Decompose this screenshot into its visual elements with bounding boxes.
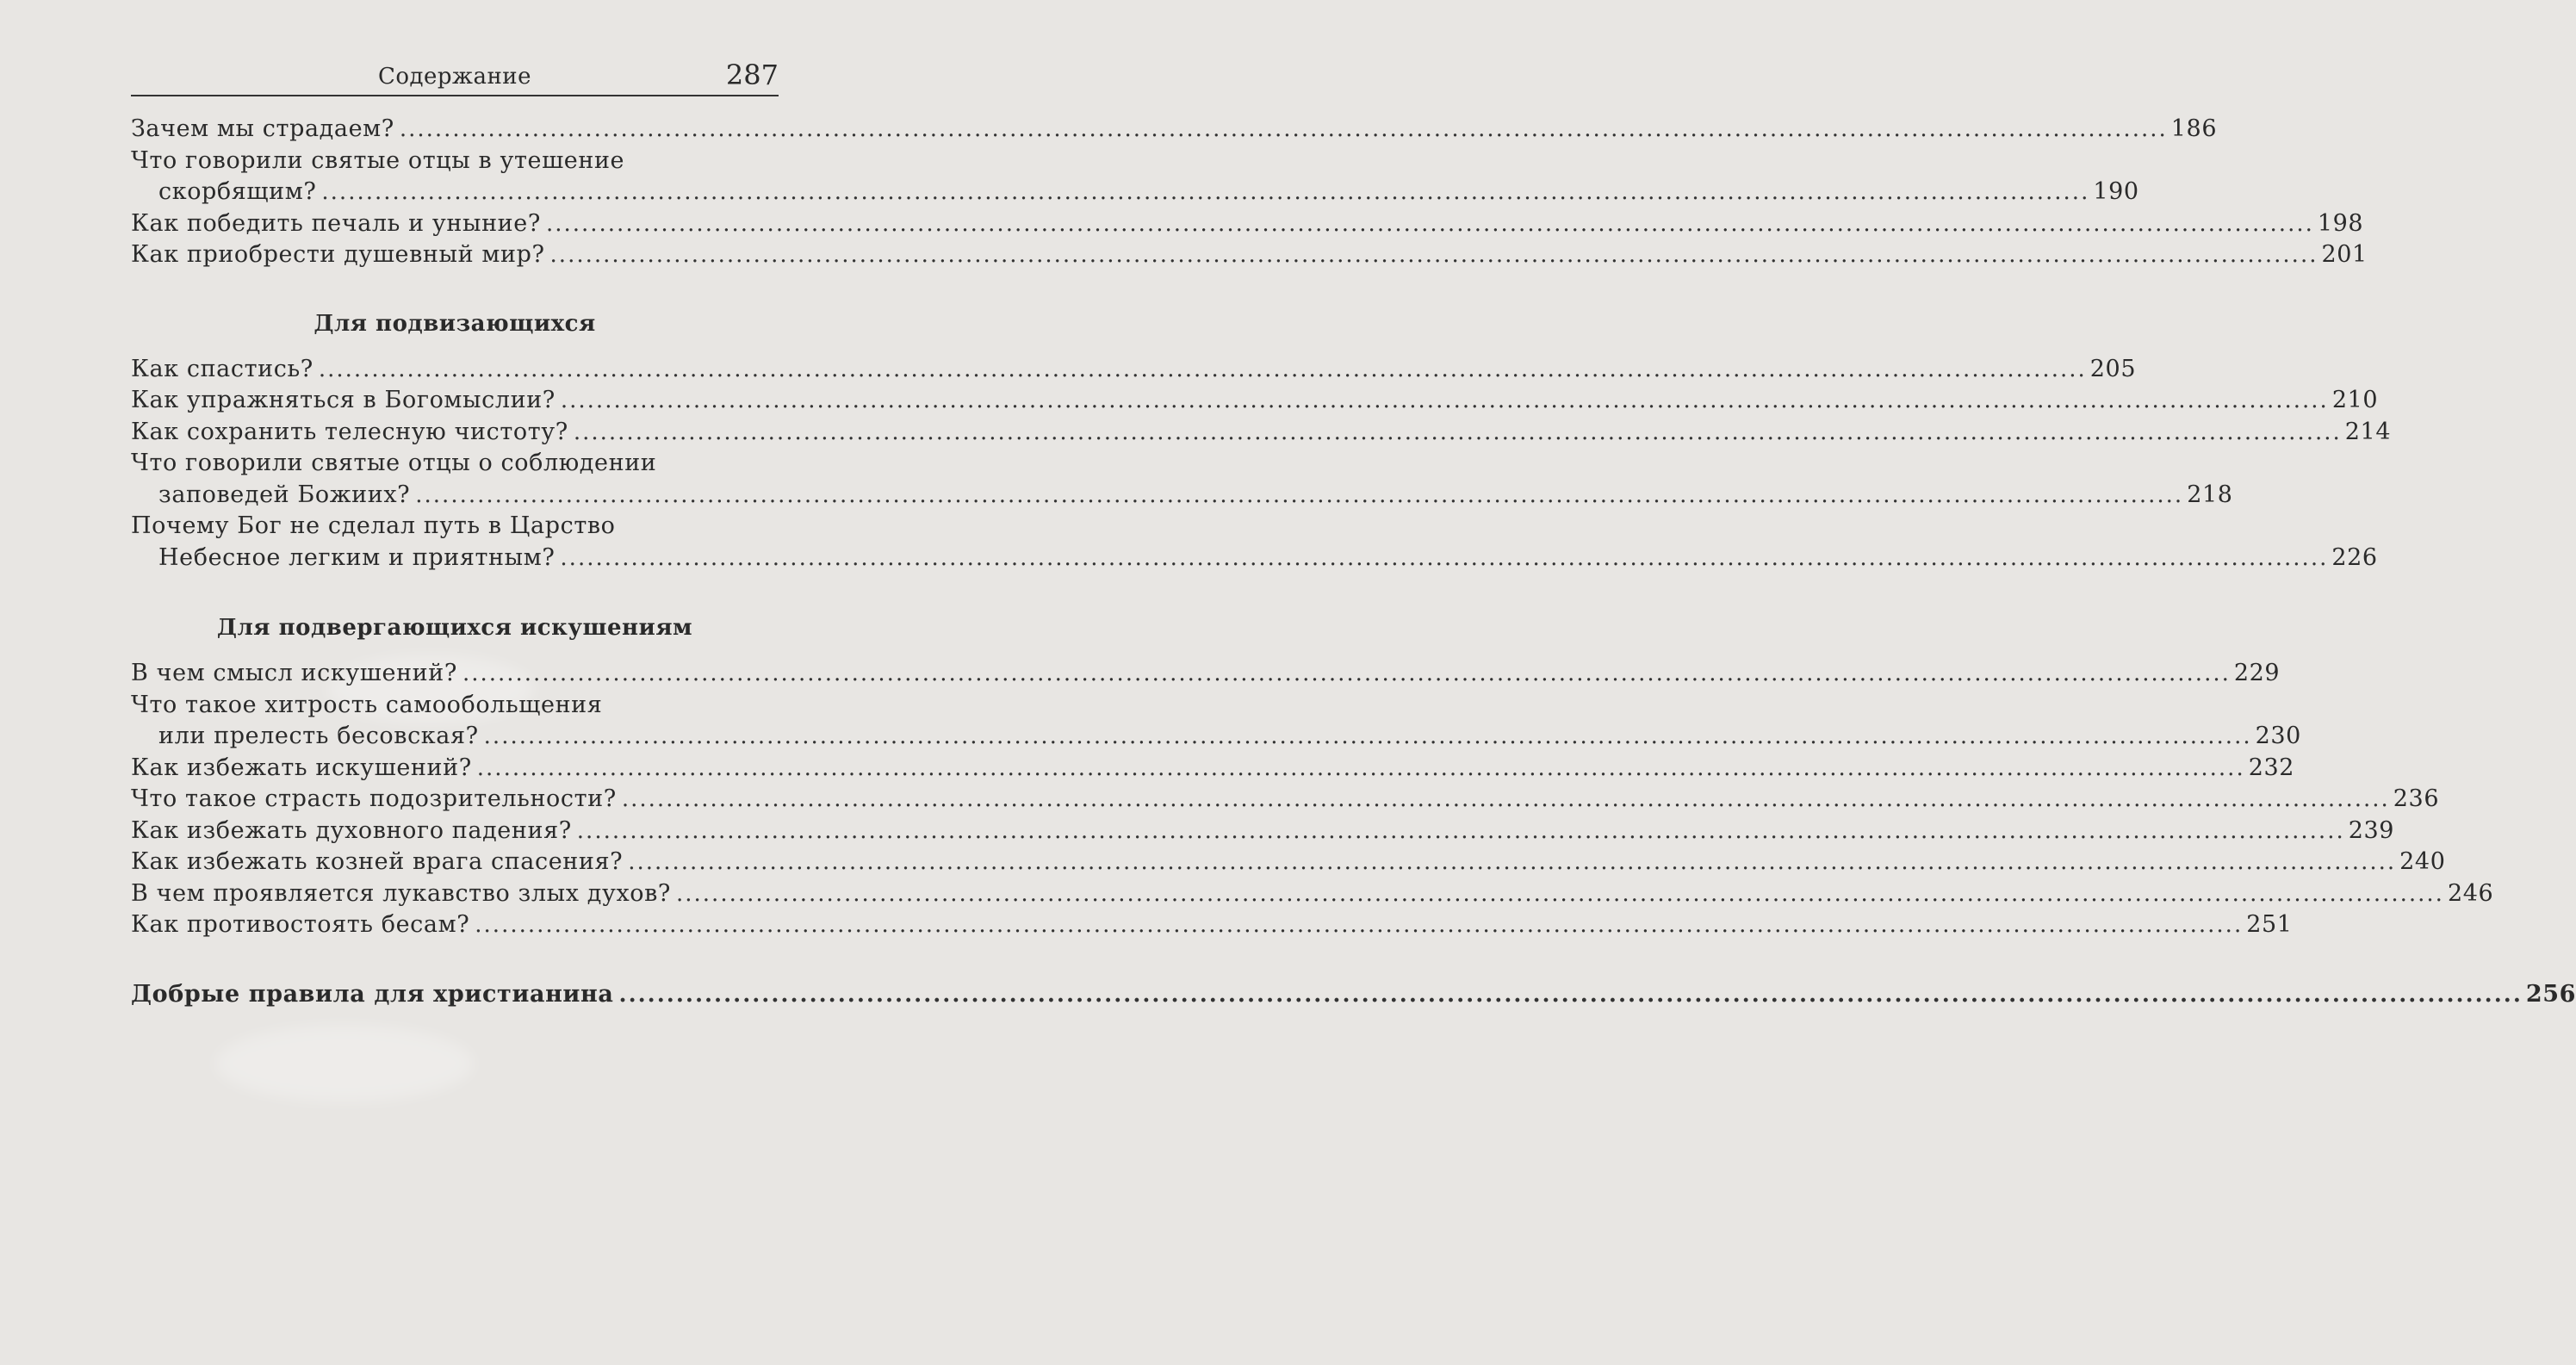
leader-dots: ........................................................................................................................................................................................................ [621,786,2390,812]
entry-page-number: 256 [2525,980,2576,1008]
entry-page-number: 230 [2255,723,2301,749]
toc-entry[interactable] [131,784,2440,816]
leader-dots: ........................................................................................................................................................................................................ [462,661,2231,686]
leader-dots: ........................................................................................................................................................................................................ [475,912,2244,938]
toc-entry[interactable] [131,816,2395,847]
entry-page-number: 251 [2246,911,2293,938]
toc-entry[interactable] [131,208,2364,240]
entry-title: Как победить печаль и уныние? [131,209,541,237]
page-number: 287 [725,59,779,91]
entry-title: Что говорили святые отцы о соблюдении [131,450,657,476]
toc-group-continued [131,114,2368,271]
toc-group-section-3 [131,658,2494,941]
toc-page [131,59,2576,1010]
toc-entry[interactable] [131,354,2137,386]
leader-dots: ........................................................................................................................................................................................................ [545,210,2314,237]
entry-page-number: 240 [2399,848,2446,875]
entry-title-continuation: скорбящим? [158,178,317,205]
toc-entry[interactable] [131,239,2368,271]
toc-entry[interactable] [131,511,2378,574]
toc-entry[interactable] [131,146,2139,208]
toc-entry[interactable] [131,878,2494,910]
leader-dots: ........................................................................................................................................................................................................ [560,388,2329,413]
toc-entry[interactable] [131,448,2233,511]
section-heading: Для подвергающихся искушениям [216,615,693,641]
entry-title: Почему Бог не сделал путь в Царство [131,512,616,539]
entry-title: Добрые правила для христианина [131,980,614,1008]
toc-entry[interactable] [131,417,2392,449]
leader-dots: ........................................................................................................................................................................................................ [476,754,2245,781]
entry-page-number: 226 [2331,543,2378,571]
toc-entry[interactable] [131,658,2281,690]
entry-page-number: 232 [2248,754,2295,781]
running-header [131,59,779,96]
leader-dots: ........................................................................................................................................................................................................ [318,356,2087,382]
entry-title: Как противостоять бесам? [131,911,470,938]
leader-dots: ........................................................................................................................................................................................................ [549,242,2318,268]
entry-page-number: 201 [2321,241,2368,268]
toc-entry[interactable] [131,385,2379,417]
toc-entry[interactable] [131,847,2446,878]
leader-dots: ........................................................................................................................................................................................................ [483,723,2252,749]
leader-dots: ........................................................................................................................................................................................................ [415,481,2184,508]
leader-dots: ........................................................................................................................................................................................................ [399,116,2168,142]
entry-page-number: 186 [2170,115,2218,142]
entry-title: Что говорили святые отцы в утешение [131,146,625,174]
entry-title-continuation: Небесное легким и приятным? [158,543,556,571]
entry-title: Как упражняться в Богомыслии? [131,387,556,413]
entry-page-number: 218 [2187,481,2233,508]
entry-title: Как избежать искушений? [131,754,472,781]
entry-page-number: 246 [2447,879,2494,907]
leader-dots: ........................................................................................................................................................................................................ [618,981,2523,1008]
leader-dots: ........................................................................................................................................................................................................ [676,880,2444,907]
entry-title: Как избежать духовного падения? [131,816,572,844]
toc-entry[interactable] [131,753,2295,785]
entry-title: Что такое страсть подозрительности? [131,785,617,812]
entry-title-continuation: или прелесть бесовская? [158,723,479,749]
entry-page-number: 214 [2344,418,2392,445]
toc-entry[interactable] [131,909,2293,941]
entry-title: Как избежать козней врага спасения? [131,848,624,875]
leader-dots: ........................................................................................................................................................................................................ [576,817,2345,844]
entry-page-number: 236 [2393,785,2440,812]
entry-page-number: 229 [2233,660,2281,686]
toc-entry-final[interactable] [131,979,2576,1011]
entry-title: Как сохранить телесную чистоту? [131,418,568,445]
entry-title: В чем смысл искушений? [131,660,457,686]
entry-title-continuation: заповедей Божиих? [158,481,411,508]
entry-page-number: 210 [2331,387,2379,413]
leader-dots: ........................................................................................................................................................................................................ [628,849,2397,875]
leader-dots: ........................................................................................................................................................................................................ [321,179,2090,205]
entry-page-number: 239 [2348,816,2395,844]
entry-page-number: 190 [2093,178,2139,205]
toc-entry[interactable] [131,114,2218,146]
entry-title: Как спастись? [131,355,313,382]
toc-entry[interactable] [131,690,2301,753]
paper-smudge [215,1025,474,1102]
section-heading: Для подвизающихся [313,310,596,337]
entry-title: Что такое хитрость самообольщения [131,691,603,718]
entry-title: Зачем мы страдаем? [131,115,394,142]
entry-title: В чем проявляется лукавство злых духов? [131,879,671,907]
leader-dots: ........................................................................................................................................................................................................ [560,544,2329,571]
entry-title: Как приобрести душевный мир? [131,241,545,268]
page-title: Содержание [377,64,532,90]
entry-page-number: 205 [2089,355,2137,382]
leader-dots: ........................................................................................................................................................................................................ [573,419,2342,445]
toc-group-section-2 [131,354,2392,574]
entry-page-number: 198 [2317,209,2364,237]
